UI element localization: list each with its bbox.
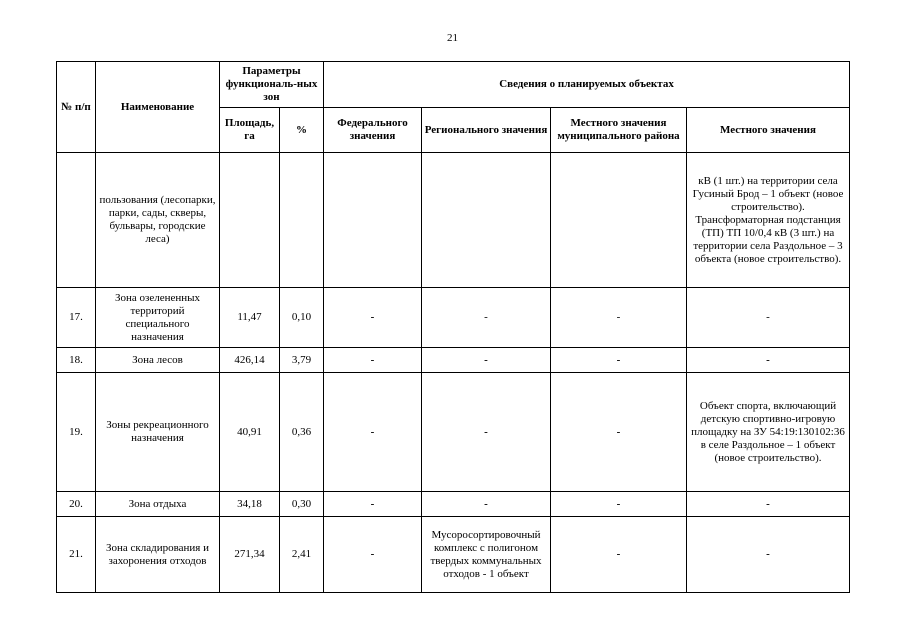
row-name: Зона лесов bbox=[96, 348, 220, 373]
row-regional: - bbox=[422, 373, 551, 492]
row-name: Зоны рекреационного назначения bbox=[96, 373, 220, 492]
row-num: 18. bbox=[57, 348, 96, 373]
row-local: - bbox=[687, 288, 850, 348]
row-regional: - bbox=[422, 288, 551, 348]
row-local: кВ (1 шт.) на территории села Гусиный Брод – 1 объект (новое строительство). Трансформаторная подстанция (ТП) ТП 10/0,4 кВ (3 шт.) на территории села Раздольное – 3 объекта (новое строительство). bbox=[687, 153, 850, 288]
row-percent: 0,30 bbox=[280, 492, 324, 517]
row-municipal: - bbox=[551, 288, 687, 348]
header-num: № п/п bbox=[57, 62, 96, 153]
row-local: - bbox=[687, 492, 850, 517]
header-name: Наименование bbox=[96, 62, 220, 153]
row-regional bbox=[422, 153, 551, 288]
row-municipal: - bbox=[551, 492, 687, 517]
row-percent bbox=[280, 153, 324, 288]
header-municipal-district: Местного значения муниципального района bbox=[551, 108, 687, 153]
row-num: 17. bbox=[57, 288, 96, 348]
row-regional: - bbox=[422, 348, 551, 373]
page-number: 21 bbox=[447, 32, 458, 44]
row-federal bbox=[324, 153, 422, 288]
row-num bbox=[57, 153, 96, 288]
row-local: - bbox=[687, 348, 850, 373]
row-name: Зона складирования и захоронения отходов bbox=[96, 517, 220, 593]
row-federal: - bbox=[324, 373, 422, 492]
table-row bbox=[57, 492, 850, 517]
row-local: - bbox=[687, 517, 850, 593]
header-params: Параметры функциональ-ных зон bbox=[220, 62, 324, 108]
table-row bbox=[57, 517, 850, 593]
row-num: 21. bbox=[57, 517, 96, 593]
row-area: 11,47 bbox=[220, 288, 280, 348]
row-municipal bbox=[551, 153, 687, 288]
header-percent: % bbox=[280, 108, 324, 153]
row-regional: - bbox=[422, 492, 551, 517]
row-percent: 3,79 bbox=[280, 348, 324, 373]
row-local: Объект спорта, включающий детскую спортивно-игровую площадку на ЗУ 54:19:130102:36 в селе Раздольное – 1 объект (новое строительство). bbox=[687, 373, 850, 492]
row-area: 34,18 bbox=[220, 492, 280, 517]
planned-objects-table bbox=[56, 61, 850, 593]
row-percent: 2,41 bbox=[280, 517, 324, 593]
row-federal: - bbox=[324, 288, 422, 348]
row-num: 19. bbox=[57, 373, 96, 492]
row-regional: Мусоросортировочный комплекс с полигоном твердых коммунальных отходов - 1 объект bbox=[422, 517, 551, 593]
header-local: Местного значения bbox=[687, 108, 850, 153]
row-municipal: - bbox=[551, 517, 687, 593]
row-federal: - bbox=[324, 492, 422, 517]
header-regional: Регионального значения bbox=[422, 108, 551, 153]
row-federal: - bbox=[324, 348, 422, 373]
header-planned: Сведения о планируемых объектах bbox=[324, 62, 850, 108]
header-area: Площадь, га bbox=[220, 108, 280, 153]
row-name: Зона озелененных территорий специального назначения bbox=[96, 288, 220, 348]
row-area: 426,14 bbox=[220, 348, 280, 373]
row-federal: - bbox=[324, 517, 422, 593]
table-row bbox=[57, 153, 850, 288]
table-row bbox=[57, 373, 850, 492]
row-area: 271,34 bbox=[220, 517, 280, 593]
row-name: Зона отдыха bbox=[96, 492, 220, 517]
table-row bbox=[57, 348, 850, 373]
row-percent: 0,10 bbox=[280, 288, 324, 348]
row-municipal: - bbox=[551, 348, 687, 373]
row-percent: 0,36 bbox=[280, 373, 324, 492]
header-federal: Федерального значения bbox=[324, 108, 422, 153]
row-name: пользования (лесопарки, парки, сады, скверы, бульвары, городские леса) bbox=[96, 153, 220, 288]
table-row bbox=[57, 288, 850, 348]
row-num: 20. bbox=[57, 492, 96, 517]
row-area bbox=[220, 153, 280, 288]
row-municipal: - bbox=[551, 373, 687, 492]
row-area: 40,91 bbox=[220, 373, 280, 492]
